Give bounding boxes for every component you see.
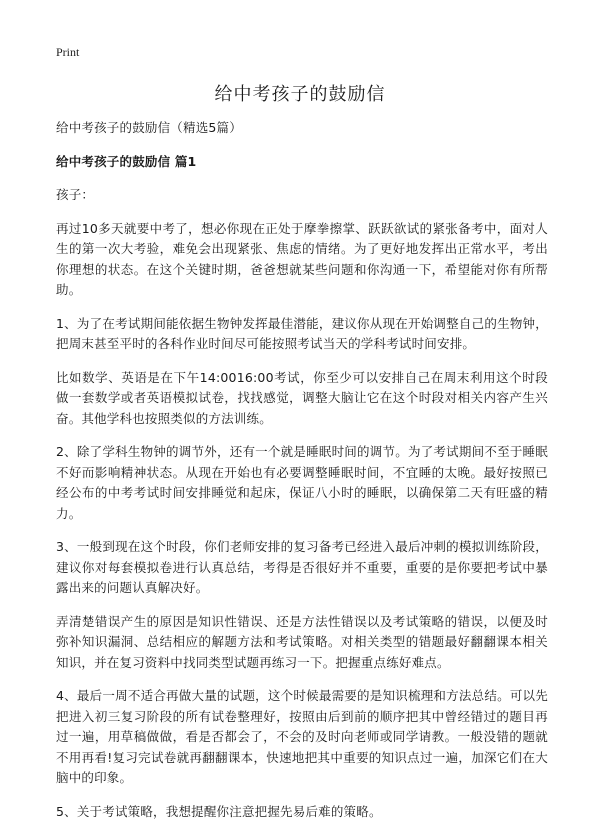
paragraph: 4、最后一周不适合再做大量的试题，这个时候最需要的是知识梳理和方法总结。可以先把进入初三复习阶段的所有试卷整理好，按照由后到前的顺序把其中曾经错过的题目再过一遍，用草稿做做，看是否都会了，不会的及时向老师或同学请教。一般没错的题就不用再看!复习完试卷就再翻翻课本，快速地把其中重要的知识点过一遍，加深它们在大脑中的印象。 bbox=[56, 688, 548, 785]
section-heading: 给中考孩子的鼓励信 篇1 bbox=[56, 153, 197, 169]
paragraph: 再过10多天就要中考了，想必你现在正处于摩拳擦掌、跃跃欲试的紧张备考中，面对人生的第一次大考验，难免会出现紧张、焦虑的情绪。为了更好地发挥出正常水平，考出你理想的状态。在这个关键时期，爸爸想就某些问题和你沟通一下，希望能对你有所帮助。 bbox=[56, 220, 548, 297]
document-subtitle: 给中考孩子的鼓励信（精选5篇） bbox=[56, 120, 242, 135]
greeting: 孩子： bbox=[56, 187, 95, 202]
paragraph: 弄清楚错误产生的原因是知识性错误、还是方法性错误以及考试策略的错误，以便及时弥补知识漏洞、总结相应的解题方法和考试策略。对相关类型的错题最好翻翻课本相关知识，并在复习资料中找同类型试题再练习一下。把握重点练好难点。 bbox=[56, 613, 548, 670]
paragraph: 1、为了在考试期间能依据生物钟发挥最佳潜能，建议你从现在开始调整自己的生物钟，把周末甚至平时的各科作业时间尽可能按照考试当天的学科考试时间安排。 bbox=[56, 315, 548, 351]
document-body bbox=[56, 118, 548, 835]
paragraph: 5、关于考试策略，我想提醒你注意把握先易后难的策略。 bbox=[56, 803, 382, 819]
paragraph: 3、一般到现在这个时段，你们老师安排的复习备考已经进入最后冲刺的模拟训练阶段，建议你对每套模拟卷进行认真总结，考得是否很好并不重要，重要的是你要把考试中暴露出来的问题认真解决好。 bbox=[56, 539, 548, 595]
paragraph: 比如数学、英语是在下午14:0016:00考试，你至少可以安排自己在周末利用这个时段做一套数学或者英语模拟试卷，找找感觉，调整大脑让它在这个时段对相关内容产生兴奋。其他学科也按照类似的方法训练。 bbox=[56, 369, 548, 426]
page-title: 给中考孩子的鼓励信 bbox=[214, 84, 386, 105]
print-link[interactable]: Print bbox=[56, 45, 80, 59]
paragraph: 2、除了学科生物钟的调节外，还有一个就是睡眠时间的调节。为了考试期间不至于睡眠不好而影响精神状态。从现在开始也有必要调整睡眠时间，不宜睡的太晚。最好按照已经公布的中考考试时间安排睡觉和起床，保证八小时的睡眠，以确保第二天有旺盛的精力。 bbox=[56, 444, 548, 521]
